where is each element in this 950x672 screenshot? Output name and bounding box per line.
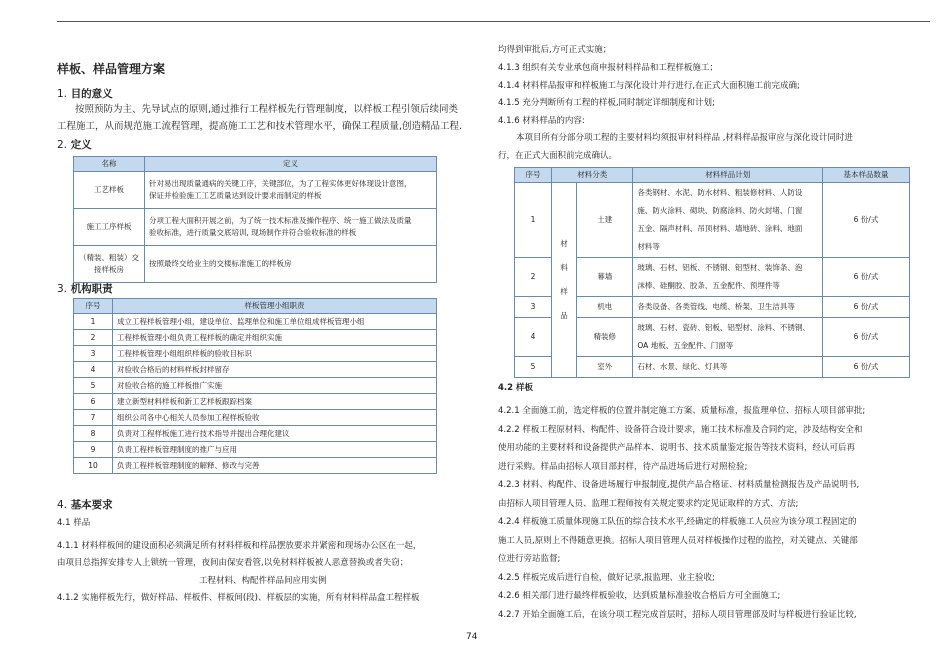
duty-row-text: 负责对工程样板施工进行技术指导并提出合理化建议 [113, 426, 437, 442]
material-row-qty: 6 份/式 [823, 297, 910, 318]
duty-row-no: 2 [74, 330, 113, 346]
material-table-header-qty: 基本样品数量 [823, 168, 910, 183]
table-row [74, 394, 437, 410]
table-row [74, 442, 437, 458]
material-row-plan: 石材、水景、绿化、灯具等 [633, 357, 823, 378]
table-row [74, 330, 437, 346]
definition-table-header-name: 名称 [74, 157, 145, 172]
para-4-2-line: 4.2.7 开始全面施工后，在该分项工程完成首层时，招标人项目管理部及时与样板进行验证比较, [498, 609, 857, 620]
duty-row-no: 7 [74, 410, 113, 426]
duty-row-text: 对验收合格的施工样板推广实施 [113, 378, 437, 394]
material-row-plan: 各类钢材、水泥、防水材料、粗装修材料、人防设 施、防火涂料、砌块、防腐涂料、防火封堵、门窗 五金、隔声材料、吊顶材料、墙地砖、涂料、地面 材料等 [633, 183, 823, 258]
table-row [74, 314, 437, 330]
table-row [74, 362, 437, 378]
duty-table-header-duty: 样板管理小组职责 [113, 299, 437, 314]
para-4-2-line: 4.2.6 相关部门进行最终样板验收，达到质量标准验收合格后方可全面施工; [498, 591, 781, 601]
para-4-2-line: 位进行旁站监督; [498, 554, 561, 564]
duty-row-no: 6 [74, 394, 113, 410]
para-4-1-1-line2: 由项目总指挥安排专人上锁统一管理，夜间由保安看管,以免材料样板被人恶意替换或者失窃； [57, 558, 409, 568]
para-4-1-3: 4.1.3 组织有关专业承包商申报材料样品和工程样板施工； [498, 63, 718, 73]
para-4-1-4: 4.1.4 材料样品报审和样板施工与深化设计并行进行,在正式大面积施工前完成确; [498, 81, 800, 91]
material-row-plan: 玻璃、石材、瓷砖、铝板、铝型材、涂料、不锈钢、 OA 地板、五金配件、门窗等 [633, 318, 823, 357]
section-1-para-line2: 工程施工，从而规范施工流程管理，提高施工工艺和技术管理水平，确保工程质量,创造精品工程. [57, 121, 463, 132]
duty-row-text: 负责工程样板管理制度的解释、修改与完善 [113, 458, 437, 474]
para-4-2-line: 4.2.3 材料、构配件、设备进场履行申报制度,提供产品合格证、材料质量检测报告及产品说明书, [498, 480, 860, 490]
definition-text: 针对易出现质量通病的关键工序，关键部位，为了工程实体更好体现设计意图， 保证并检验施工工艺质量达到设计要求而制定的样板 [145, 172, 437, 209]
material-row-plan: 玻璃、石材、铝板、不锈钢、铝型材、装饰条、泡 沫棒、硅酮胶、胶条、五金配件、预埋件等 [633, 258, 823, 297]
duty-table-header-no: 序号 [74, 299, 113, 314]
table-row [74, 346, 437, 362]
material-row-plan: 各类设备、各类管线、电缆、桥架、卫生洁具等 [633, 297, 823, 318]
material-row-type: 机电 [577, 297, 633, 318]
table-row [74, 426, 437, 442]
material-row-type: 室外 [577, 357, 633, 378]
table-row [74, 209, 437, 246]
section-1-heading: 1. 目的意义 [57, 88, 113, 100]
definition-name: （精装、粗装）交 接样板房 [74, 246, 145, 283]
material-row-type: 幕墙 [577, 258, 633, 297]
para-cont: 均得到审批后,方可正式实施； [498, 45, 612, 55]
duty-row-text: 工程样板管理小组组织样板的验收目标识 [113, 346, 437, 362]
table-row [74, 458, 437, 474]
para-4-2-line: 由招标人项目管理人员、监理工程师按有关规定要求约定见证取样的方式、方法; [498, 498, 799, 509]
table-row [515, 183, 910, 258]
para-4-2-line: 使用功能的主要材料和设备提供产品样本、说明书、技术质量鉴定报告等技术资料，经认可后再 [498, 443, 856, 453]
duty-row-no: 4 [74, 362, 113, 378]
para-4-2-line: 4.2.5 样板完成后进行自检，做好记录,报监理、业主验收; [498, 572, 715, 583]
subsection-4-2: 4.2 样板 [498, 383, 534, 393]
section-3-heading: 3. 机构职责 [57, 283, 113, 295]
material-category-label: 材 料 样 品 [552, 183, 577, 378]
material-row-no: 1 [515, 183, 552, 258]
definition-table-header-def: 定义 [145, 157, 437, 172]
table-row [74, 410, 437, 426]
material-row-no: 2 [515, 258, 552, 297]
material-row-no: 5 [515, 357, 552, 378]
para-4-1-1-line1: 4.1.1 材料样板间的建设面积必须满足所有材料样板和样品摆放要求并紧密和现场办公区在一起， [57, 541, 422, 551]
material-row-no: 3 [515, 297, 552, 318]
material-row-type: 精装修 [577, 318, 633, 357]
material-row-type: 土建 [577, 183, 633, 258]
section-2-heading: 2. 定义 [57, 139, 92, 151]
material-table-header-category: 材料分类 [552, 168, 633, 183]
para-4-1-2: 4.1.2 实施样板先行，做好样品、样板件、样板间(段)、样板层的实施，所有材料样品盒工程样板 [57, 593, 420, 603]
table-row [74, 246, 437, 283]
header-rule [57, 21, 930, 22]
material-intro-line1: 本项目所有分部分项工程的主要材料均须报审材料样品 ,材料样品报审应与深化设计同时进 [516, 133, 853, 143]
para-4-2-line: 4.2.2 样板工程原材料、构配件、设备符合设计要求，施工技术标准及合同约定，涉及结构安全和 [498, 424, 863, 435]
duty-row-no: 10 [74, 458, 113, 474]
definition-name: 施工工序样板 [74, 209, 145, 246]
duty-row-no: 3 [74, 346, 113, 362]
material-row-qty: 6 份/式 [823, 318, 910, 357]
section-1-para-line1: 按照预防为主、先导试点的原则,通过推行工程样板先行管理制度，以样板工程引领后续同类 [75, 104, 459, 115]
page-title: 样板、样品管理方案 [57, 62, 166, 76]
para-4-2-line: 4.2.4 样板施工质量体现施工队伍的综合技术水平,经确定的样板施工人员应为该分项工程固定的 [498, 517, 857, 527]
duty-row-text: 负责工程样板管理制度的推广与应用 [113, 442, 437, 458]
para-4-2-line: 进行采购。样品由招标人项目部封样，待产品进场后进行对照检验; [498, 461, 748, 472]
definition-text: 按照最终交给业主的交楼标准施工的样板房 [145, 246, 437, 283]
table-row [74, 172, 437, 209]
duty-row-text: 建立新型材料样板和新工艺样板跟踪档案 [113, 394, 437, 410]
material-table-header-plan: 材料样品计划 [633, 168, 823, 183]
subsection-4-1: 4.1 样品 [57, 518, 91, 528]
para-4-1-6: 4.1.6 材料样品的内容: [498, 116, 585, 126]
duty-row-no: 8 [74, 426, 113, 442]
para-4-2-line: 施工人员,原则上不得随意更换。招标人项目管理人员对样板操作过程的监控，对关键点、关键部 [498, 535, 858, 546]
duty-row-text: 对验收合格后的材料样板封样留存 [113, 362, 437, 378]
material-intro-line2: 行，在正式大面积前完成确认。 [498, 151, 618, 161]
figure-caption: 工程材料、构配件样品间应用实例 [199, 576, 327, 586]
para-4-1-5: 4.1.5 充分判断所有工程的样板,同时制定详细制度和计划; [498, 98, 715, 108]
material-row-qty: 6 份/式 [823, 357, 910, 378]
duty-row-no: 1 [74, 314, 113, 330]
material-row-qty: 6 份/式 [823, 183, 910, 258]
duty-row-text: 组织公司各中心相关人员参加工程样板验收 [113, 410, 437, 426]
table-row [74, 378, 437, 394]
material-row-no: 4 [515, 318, 552, 357]
para-4-2-line: 4.2.1 全面施工前，选定样板的位置并制定施工方案、质量标准，报监理单位、招标人项目部审批; [498, 406, 866, 416]
material-table-header-no: 序号 [515, 168, 552, 183]
duty-row-no: 5 [74, 378, 113, 394]
duty-row-text: 成立工程样板管理小组，建设单位、监理单位和施工单位组成样板管理小组 [113, 314, 437, 330]
page-number: 74 [466, 632, 478, 642]
duty-row-text: 工程样板管理小组负责工程样板的确定并组织实施 [113, 330, 437, 346]
definition-name: 工艺样板 [74, 172, 145, 209]
duty-row-no: 9 [74, 442, 113, 458]
section-4-heading: 4. 基本要求 [57, 499, 113, 511]
definition-text: 分项工程大面积开展之前，为了统一技术标准及操作程序、统一施工做法及质量 验收标准，进行质量交底培训, 现场制作并符合验收标准的样板 [145, 209, 437, 246]
material-sample-table [514, 167, 910, 378]
duty-table [73, 298, 437, 474]
material-row-qty: 6 份/式 [823, 258, 910, 297]
definition-table [73, 156, 437, 283]
